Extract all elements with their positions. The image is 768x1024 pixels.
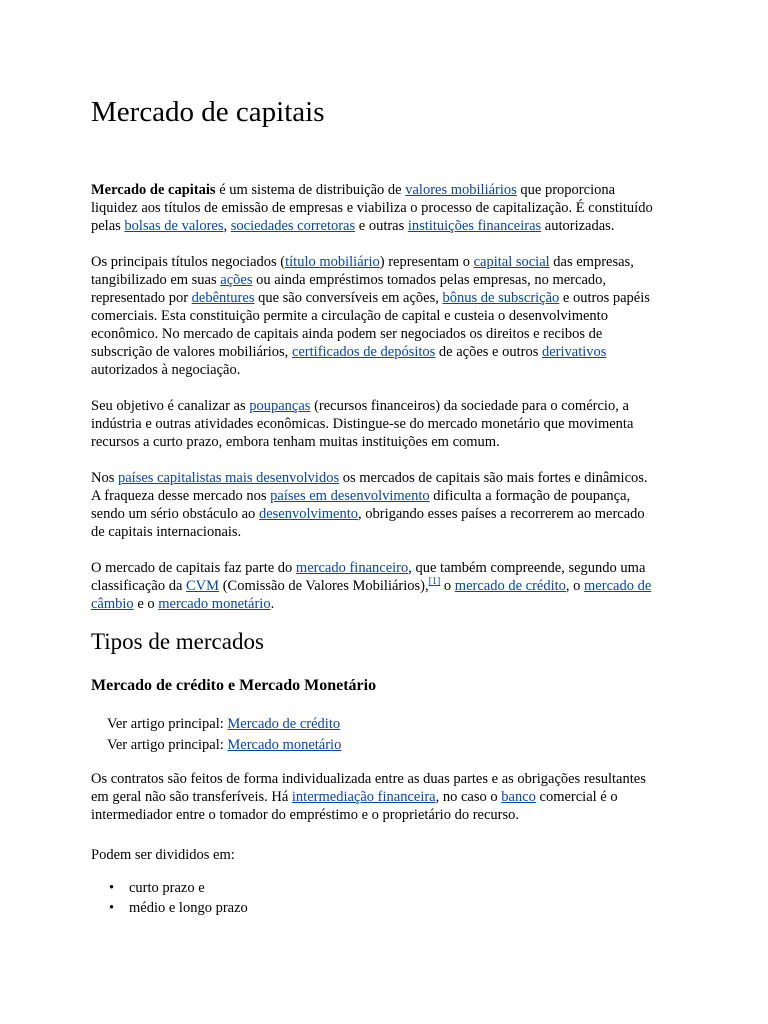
link-main-article-credito[interactable]: Mercado de crédito: [227, 716, 341, 732]
link-paises-em-desenvolvimento[interactable]: países em desenvolvimento: [270, 488, 430, 504]
bullet-icon: •: [109, 900, 115, 916]
list-item: • médio e longo prazo: [109, 900, 248, 916]
link-sociedades-corretoras[interactable]: sociedades corretoras: [230, 218, 356, 234]
link-mercado-financeiro[interactable]: mercado financeiro: [295, 560, 409, 576]
link-bolsas-de-valores[interactable]: bolsas de valores: [124, 218, 224, 234]
link-debentures[interactable]: debêntures: [191, 290, 255, 306]
link-valores-mobiliarios[interactable]: valores mobiliários: [405, 182, 517, 198]
see-also-links: Ver artigo principal: Mercado de crédito Ver artigo principal: Mercado monetário: [107, 716, 342, 753]
link-desenvolvimento[interactable]: desenvolvimento: [258, 506, 359, 522]
link-derivativos[interactable]: derivativos: [541, 344, 607, 360]
link-acoes[interactable]: ações: [220, 272, 253, 288]
bullet-icon: •: [109, 880, 115, 896]
countries-paragraph: Nos países capitalistas mais desenvolvidos os mercados de capitais são mais fortes e dinâmicos. A fraqueza desse mercado nos países em desenvolvimento dificulta a formação de poupança, sendo um sério obstáculo ao desenvolvimento, obrigando esses países a recorrerem ao mercado de capitais internacionais.: [91, 470, 648, 540]
list-item: • curto prazo e: [109, 880, 205, 896]
divided-paragraph: Podem ser divididos em:: [91, 847, 235, 863]
link-intermediacao-financeira[interactable]: intermediação financeira: [291, 789, 436, 805]
link-cvm[interactable]: CVM: [186, 578, 220, 594]
intro-paragraph: Mercado de capitais é um sistema de distribuição de valores mobiliários que proporciona liquidez aos títulos de emissão de empresas e viabiliza o processo de capitalização. É constituído pelas bolsas de valores, sociedades corretoras e outras instituições financeiras autorizadas.: [91, 182, 653, 234]
financial-market-paragraph: O mercado de capitais faz parte do mercado financeiro, que também compreende, segundo uma classificação da CVM (Comissão de Valores Mobiliários),[1] o mercado de crédito, o mercado de câmbio e o mercado monetário.: [91, 560, 652, 612]
link-bonus-de-subscricao[interactable]: bônus de subscrição: [442, 290, 560, 306]
link-main-article-monetario[interactable]: Mercado monetário: [227, 737, 342, 753]
link-instituicoes-financeiras[interactable]: instituições financeiras: [407, 218, 542, 234]
subsection-heading: Mercado de crédito e Mercado Monetário: [91, 677, 377, 694]
link-mercado-de-cambio[interactable]: mercado de: [584, 578, 652, 594]
link-paises-capitalistas[interactable]: países capitalistas mais desenvolvidos: [118, 470, 340, 486]
objective-paragraph: Seu objetivo é canalizar as poupanças (recursos financeiros) da sociedade para o comércio, a indústria e outras atividades econômicas. Distingue-se do mercado monetário que movimenta recursos a curto prazo, embora tenham muitas instituições em comum.: [91, 398, 634, 450]
link-mercado-de-credito[interactable]: mercado de crédito: [454, 578, 566, 594]
link-titulo-mobiliario[interactable]: título mobiliário: [285, 254, 380, 270]
link-mercado-monetario[interactable]: mercado monetário: [158, 596, 271, 612]
link-banco[interactable]: banco: [501, 789, 536, 805]
contracts-paragraph: Os contratos são feitos de forma individualizada entre as duas partes e as obrigações resultantes em geral não são transferíveis. Há intermediação financeira, no caso o banco comercial é o intermediador entre o tomador do empréstimo e o proprietário do recurso.: [91, 771, 646, 823]
link-capital-social[interactable]: capital social: [473, 254, 550, 270]
titles-paragraph: Os principais títulos negociados (título mobiliário) representam o capital social das empresas, tangibilizado em suas ações ou ainda empréstimos tomados pelas empresas, no mercado, representado por debêntures que são conversíveis em ações, bônus de subscrição e outros papéis comerciais. Esta constituição permite a circulação de capital e custeia o desenvolvimento econômico. No mercado de capitais ainda podem ser negociados os direitos e recibos de subscrição de valores mobiliários, certificados de depósitos de ações e outros derivativos autorizados à negociação.: [91, 254, 650, 378]
link-certificados-de-depositos[interactable]: certificados de depósitos: [291, 344, 436, 360]
link-cambio[interactable]: câmbio: [91, 596, 134, 612]
link-poupancas[interactable]: poupanças: [249, 398, 311, 414]
term-list: [91, 879, 683, 917]
page-title: Mercado de capitais: [91, 96, 325, 128]
section-heading: Tipos de mercados: [91, 629, 264, 654]
reference-1[interactable]: [1]: [428, 576, 441, 588]
bold-term: Mercado de capitais: [91, 182, 216, 198]
